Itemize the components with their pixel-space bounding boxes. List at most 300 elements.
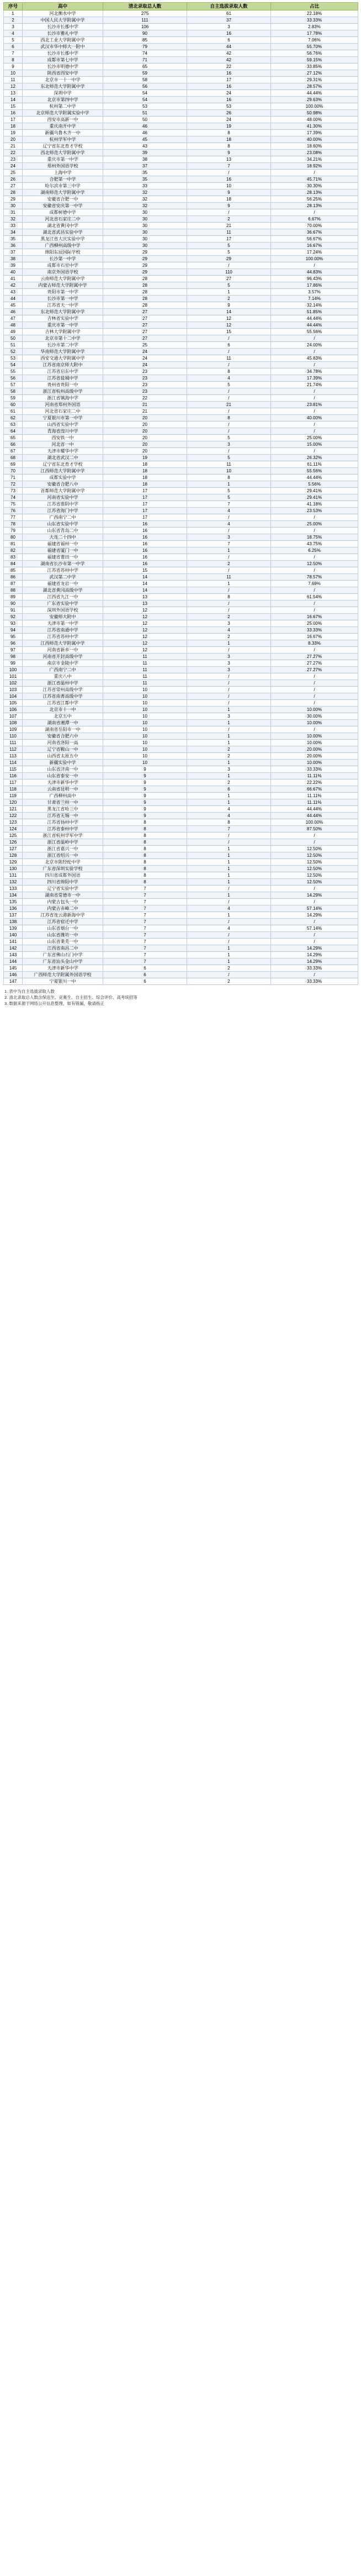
- cell-total: 8: [103, 839, 187, 846]
- table-row: [4, 786, 358, 793]
- cell-ratio: 14.29%: [271, 958, 358, 965]
- cell-ratio: /: [271, 262, 358, 269]
- cell-total: 50: [103, 117, 187, 123]
- cell-ratio: 18.92%: [271, 163, 358, 170]
- cell-ratio: 55.70%: [271, 44, 358, 50]
- cell-selected: 7: [187, 541, 271, 547]
- cell-ratio: 29.63%: [271, 97, 358, 103]
- cell-total: 20: [103, 435, 187, 441]
- cell-ratio: /: [271, 680, 358, 687]
- table-row: [4, 753, 358, 760]
- cell-total: 16: [103, 534, 187, 541]
- cell-index: 44: [4, 296, 23, 302]
- cell-index: 26: [4, 176, 23, 183]
- cell-index: 71: [4, 475, 23, 481]
- table-row: [4, 839, 358, 846]
- cell-ratio: 25.00%: [271, 435, 358, 441]
- cell-total: 20: [103, 422, 187, 428]
- cell-index: 111: [4, 740, 23, 746]
- cell-index: 77: [4, 514, 23, 521]
- table-row: [4, 302, 358, 309]
- table-row: [4, 965, 358, 972]
- cell-selected: 4: [187, 521, 271, 528]
- cell-school: 广西南宁二中: [23, 514, 103, 521]
- cell-school: 天津市第一中学: [23, 620, 103, 627]
- cell-total: 30: [103, 236, 187, 243]
- cell-ratio: /: [271, 349, 358, 355]
- cell-selected: 1: [187, 945, 271, 952]
- cell-index: 16: [4, 110, 23, 117]
- cell-school: 江苏省海门中学: [23, 508, 103, 514]
- cell-ratio: /: [271, 607, 358, 614]
- table-row: [4, 627, 358, 634]
- cell-school: 安徽省合肥八中: [23, 481, 103, 488]
- cell-school: 华南师范大学附属中学: [23, 349, 103, 355]
- cell-ratio: /: [271, 700, 358, 707]
- cell-total: 7: [103, 912, 187, 919]
- cell-total: 9: [103, 779, 187, 786]
- cell-selected: 1: [187, 879, 271, 886]
- table-row: [4, 223, 358, 229]
- table-row: [4, 103, 358, 110]
- cell-school: 湖北省黄冈高级中学: [23, 587, 103, 594]
- table-row: [4, 587, 358, 594]
- cell-ratio: 61.11%: [271, 461, 358, 468]
- cell-ratio: 25.00%: [271, 521, 358, 528]
- cell-school: 天津市耀华中学: [23, 448, 103, 455]
- cell-index: 64: [4, 428, 23, 435]
- table-row: [4, 329, 358, 335]
- table-row: [4, 243, 358, 249]
- cell-ratio: 12.50%: [271, 859, 358, 866]
- cell-total: 27: [103, 329, 187, 335]
- cell-selected: /: [187, 408, 271, 415]
- cell-ratio: 55.56%: [271, 468, 358, 475]
- cell-total: 35: [103, 176, 187, 183]
- cell-total: 45: [103, 136, 187, 143]
- cell-school: 吉林省实验中学: [23, 315, 103, 322]
- table-row: [4, 528, 358, 534]
- table-row: [4, 905, 358, 912]
- cell-selected: 4: [187, 508, 271, 514]
- cell-total: 12: [103, 627, 187, 634]
- cell-total: 23: [103, 368, 187, 375]
- cell-selected: 8: [187, 368, 271, 375]
- cell-school: 西北师范大学附属中学: [23, 150, 103, 156]
- cell-ratio: 34.21%: [271, 156, 358, 163]
- cell-selected: 16: [187, 97, 271, 103]
- cell-total: 16: [103, 554, 187, 561]
- cell-ratio: 44.44%: [271, 475, 358, 481]
- table-row: [4, 554, 358, 561]
- cell-index: 31: [4, 209, 23, 216]
- table-row: [4, 773, 358, 779]
- cell-ratio: 41.18%: [271, 501, 358, 508]
- cell-ratio: 10.00%: [271, 740, 358, 746]
- cell-total: 7: [103, 892, 187, 899]
- cell-total: 8: [103, 826, 187, 833]
- table-footnotes: [3, 988, 358, 1007]
- cell-index: 129: [4, 859, 23, 866]
- table-row: [4, 362, 358, 368]
- cell-school: 江苏省无锡一中: [23, 813, 103, 819]
- table-row: [4, 176, 358, 183]
- cell-selected: 4: [187, 905, 271, 912]
- cell-index: 29: [4, 196, 23, 203]
- cell-total: 20: [103, 441, 187, 448]
- cell-total: 32: [103, 189, 187, 196]
- cell-index: 45: [4, 302, 23, 309]
- table-row: [4, 799, 358, 806]
- cell-ratio: 10.00%: [271, 733, 358, 740]
- cell-school: 天津市新华中学: [23, 965, 103, 972]
- cell-selected: 16: [187, 30, 271, 37]
- table-row: [4, 236, 358, 243]
- cell-ratio: /: [271, 899, 358, 905]
- table-row: [4, 634, 358, 640]
- cell-total: 111: [103, 17, 187, 24]
- cell-total: 8: [103, 872, 187, 879]
- cell-selected: 10: [187, 183, 271, 189]
- cell-index: 88: [4, 587, 23, 594]
- cell-school: 河南省新乡一中: [23, 647, 103, 654]
- cell-ratio: 100.00%: [271, 103, 358, 110]
- cell-selected: 16: [187, 70, 271, 77]
- cell-selected: 1: [187, 866, 271, 872]
- cell-selected: /: [187, 395, 271, 402]
- cell-total: 9: [103, 786, 187, 793]
- cell-selected: 9: [187, 203, 271, 209]
- table-row: [4, 766, 358, 773]
- cell-selected: 3: [187, 660, 271, 667]
- cell-selected: 14: [187, 309, 271, 315]
- table-row: [4, 422, 358, 428]
- cell-selected: 3: [187, 24, 271, 30]
- cell-school: 辽宁省东北育才学校: [23, 461, 103, 468]
- cell-ratio: /: [271, 448, 358, 455]
- cell-total: 29: [103, 262, 187, 269]
- cell-selected: /: [187, 422, 271, 428]
- cell-total: 9: [103, 813, 187, 819]
- cell-ratio: /: [271, 839, 358, 846]
- cell-selected: /: [187, 514, 271, 521]
- cell-total: 27: [103, 322, 187, 329]
- table-row: [4, 826, 358, 833]
- table-row: [4, 170, 358, 176]
- cell-index: 54: [4, 362, 23, 368]
- cell-school: 西安市高新一中: [23, 117, 103, 123]
- cell-school: 安徽师大附中: [23, 614, 103, 620]
- cell-total: 59: [103, 70, 187, 77]
- cell-selected: /: [187, 335, 271, 342]
- cell-selected: 2: [187, 753, 271, 760]
- cell-ratio: 10.00%: [271, 720, 358, 726]
- cell-school: 东北师范大学附属中学: [23, 309, 103, 315]
- table-row: [4, 50, 358, 57]
- cell-selected: 9: [187, 189, 271, 196]
- cell-total: 15: [103, 567, 187, 574]
- cell-school: 大连二十四中: [23, 534, 103, 541]
- cell-index: 140: [4, 932, 23, 939]
- cell-ratio: 45.71%: [271, 176, 358, 183]
- cell-school: 浙江省杭州高级中学: [23, 388, 103, 395]
- cell-total: 17: [103, 494, 187, 501]
- cell-selected: 2: [187, 614, 271, 620]
- table-row: [4, 673, 358, 680]
- cell-school: 黑龙江省哈三中: [23, 806, 103, 813]
- cell-school: 广西师范大学附属外国语学校: [23, 972, 103, 978]
- cell-index: 73: [4, 488, 23, 494]
- cell-ratio: 100.00%: [271, 256, 358, 262]
- cell-ratio: /: [271, 919, 358, 925]
- cell-index: 125: [4, 833, 23, 839]
- cell-selected: 11: [187, 574, 271, 581]
- cell-ratio: 12.50%: [271, 846, 358, 852]
- cell-total: 12: [103, 647, 187, 654]
- table-row: [4, 276, 358, 282]
- cell-selected: 1: [187, 958, 271, 965]
- cell-index: 19: [4, 130, 23, 136]
- cell-index: 9: [4, 64, 23, 70]
- cell-total: 11: [103, 660, 187, 667]
- cell-index: 34: [4, 229, 23, 236]
- table-row: [4, 660, 358, 667]
- table-row: [4, 534, 358, 541]
- cell-total: 7: [103, 925, 187, 932]
- cell-ratio: 26.32%: [271, 455, 358, 461]
- cell-index: 141: [4, 939, 23, 945]
- cell-total: 10: [103, 713, 187, 720]
- cell-index: 95: [4, 634, 23, 640]
- cell-total: 12: [103, 607, 187, 614]
- cell-selected: 1: [187, 912, 271, 919]
- cell-index: 123: [4, 819, 23, 826]
- cell-selected: 1: [187, 799, 271, 806]
- table-row: [4, 713, 358, 720]
- cell-total: 28: [103, 289, 187, 296]
- cell-school: 西安铁一中: [23, 435, 103, 441]
- cell-school: 重庆南开中学: [23, 123, 103, 130]
- cell-index: 22: [4, 150, 23, 156]
- cell-school: 河北衡水中学: [23, 10, 103, 17]
- table-row: [4, 886, 358, 892]
- cell-total: 7: [103, 899, 187, 905]
- cell-ratio: 6.67%: [271, 216, 358, 223]
- cell-school: 辽宁省鞍山一中: [23, 746, 103, 753]
- cell-total: 29: [103, 249, 187, 256]
- cell-school: 湖北省黄冈中学: [23, 223, 103, 229]
- cell-ratio: 33.33%: [271, 17, 358, 24]
- cell-selected: 24: [187, 117, 271, 123]
- cell-index: 136: [4, 905, 23, 912]
- cell-index: 62: [4, 415, 23, 422]
- table-row: [4, 620, 358, 627]
- cell-selected: /: [187, 932, 271, 939]
- cell-school: 安徽省合肥六中: [23, 733, 103, 740]
- cell-school: 杭州学军中学: [23, 136, 103, 143]
- cell-total: 12: [103, 640, 187, 647]
- table-row: [4, 925, 358, 932]
- cell-total: 8: [103, 866, 187, 872]
- cell-index: 28: [4, 189, 23, 196]
- cell-selected: 1: [187, 581, 271, 587]
- cell-total: 7: [103, 939, 187, 945]
- cell-index: 46: [4, 309, 23, 315]
- cell-total: 51: [103, 110, 187, 117]
- cell-index: 74: [4, 494, 23, 501]
- cell-total: 53: [103, 103, 187, 110]
- cell-school: 绵阳东辰国际学校: [23, 249, 103, 256]
- cell-total: 7: [103, 958, 187, 965]
- cell-index: 99: [4, 660, 23, 667]
- cell-ratio: /: [271, 647, 358, 654]
- cell-ratio: 40.00%: [271, 136, 358, 143]
- cell-ratio: /: [271, 567, 358, 574]
- cell-school: 上海中学: [23, 170, 103, 176]
- cell-selected: /: [187, 680, 271, 687]
- cell-index: 102: [4, 680, 23, 687]
- cell-school: 浙江省镇海中学: [23, 395, 103, 402]
- cell-selected: 42: [187, 50, 271, 57]
- cell-total: 21: [103, 402, 187, 408]
- cell-selected: 3: [187, 534, 271, 541]
- cell-total: 24: [103, 362, 187, 368]
- cell-selected: /: [187, 388, 271, 395]
- cell-total: 106: [103, 24, 187, 30]
- cell-total: 38: [103, 156, 187, 163]
- cell-total: 27: [103, 315, 187, 322]
- cell-index: 14: [4, 97, 23, 103]
- cell-ratio: 23.81%: [271, 402, 358, 408]
- cell-school: 天津市新华中学: [23, 779, 103, 786]
- table-row: [4, 375, 358, 382]
- table-row: [4, 607, 358, 614]
- cell-index: 32: [4, 216, 23, 223]
- cell-total: 23: [103, 388, 187, 395]
- cell-total: 10: [103, 740, 187, 746]
- cell-index: 114: [4, 760, 23, 766]
- cell-selected: 8: [187, 130, 271, 136]
- table-row: [4, 163, 358, 170]
- cell-total: 27: [103, 309, 187, 315]
- cell-selected: /: [187, 567, 271, 574]
- cell-index: 69: [4, 461, 23, 468]
- table-row: [4, 919, 358, 925]
- cell-ratio: 57.14%: [271, 925, 358, 932]
- cell-ratio: 30.00%: [271, 713, 358, 720]
- cell-selected: 5: [187, 455, 271, 461]
- cell-ratio: 28.57%: [271, 83, 358, 90]
- cell-ratio: 14.29%: [271, 912, 358, 919]
- cell-selected: 7: [187, 826, 271, 833]
- cell-selected: 11: [187, 355, 271, 362]
- cell-ratio: 22.18%: [271, 10, 358, 17]
- cell-index: 63: [4, 422, 23, 428]
- table-row: [4, 269, 358, 276]
- cell-school: 合肥第一中学: [23, 176, 103, 183]
- cell-total: 20: [103, 428, 187, 435]
- cell-ratio: /: [271, 422, 358, 428]
- cell-selected: 4: [187, 806, 271, 813]
- cell-school: 湖南省湘潭一中: [23, 720, 103, 726]
- cell-school: 北京市十一中: [23, 707, 103, 713]
- cell-total: 11: [103, 673, 187, 680]
- cell-school: 湖南师范大学附属中学: [23, 189, 103, 196]
- cell-school: 山东省济南一中: [23, 766, 103, 773]
- cell-selected: 12: [187, 322, 271, 329]
- cell-total: 6: [103, 965, 187, 972]
- column-header-total: 清北录取总人数: [103, 3, 187, 10]
- cell-ratio: 14.29%: [271, 892, 358, 899]
- cell-school: 湖南省常德市一中: [23, 892, 103, 899]
- table-row: [4, 57, 358, 64]
- cell-total: 30: [103, 216, 187, 223]
- cell-school: 北京市第十二中学: [23, 335, 103, 342]
- cell-index: 65: [4, 435, 23, 441]
- cell-school: 湖北省武昌实验中学: [23, 229, 103, 236]
- cell-index: 5: [4, 37, 23, 44]
- cell-school: 重庆八中: [23, 673, 103, 680]
- table-row: [4, 481, 358, 488]
- cell-index: 134: [4, 892, 23, 899]
- cell-total: 10: [103, 720, 187, 726]
- cell-index: 94: [4, 627, 23, 634]
- cell-index: 25: [4, 170, 23, 176]
- table-row: [4, 110, 358, 117]
- cell-index: 66: [4, 441, 23, 448]
- table-row: [4, 680, 358, 687]
- cell-total: 17: [103, 488, 187, 494]
- table-row: [4, 70, 358, 77]
- cell-index: 53: [4, 355, 23, 362]
- cell-index: 97: [4, 647, 23, 654]
- cell-total: 32: [103, 203, 187, 209]
- cell-total: 24: [103, 349, 187, 355]
- cell-selected: 18: [187, 136, 271, 143]
- cell-selected: /: [187, 673, 271, 680]
- table-row: [4, 945, 358, 952]
- cell-ratio: 17.86%: [271, 282, 358, 289]
- table-row: [4, 733, 358, 740]
- cell-ratio: 33.85%: [271, 64, 358, 70]
- cell-ratio: /: [271, 687, 358, 693]
- cell-index: 135: [4, 899, 23, 905]
- cell-ratio: 59.15%: [271, 57, 358, 64]
- cell-ratio: 23.08%: [271, 150, 358, 156]
- cell-selected: /: [187, 693, 271, 700]
- cell-school: 内蒙古赤峰二中: [23, 905, 103, 912]
- cell-ratio: /: [271, 388, 358, 395]
- cell-ratio: /: [271, 693, 358, 700]
- cell-index: 61: [4, 408, 23, 415]
- cell-school: 中国人民大学附属中学: [23, 17, 103, 24]
- table-row: [4, 448, 358, 455]
- cell-school: 长沙市雅礼中学: [23, 30, 103, 37]
- cell-school: 江苏省常州高级中学: [23, 687, 103, 693]
- table-row: [4, 83, 358, 90]
- cell-index: 47: [4, 315, 23, 322]
- cell-selected: 5: [187, 494, 271, 501]
- cell-index: 126: [4, 839, 23, 846]
- cell-index: 130: [4, 866, 23, 872]
- cell-total: 74: [103, 50, 187, 57]
- cell-school: 河北省一中: [23, 441, 103, 448]
- cell-school: 福建省厦门一中: [23, 547, 103, 554]
- table-row: [4, 952, 358, 958]
- cell-index: 110: [4, 733, 23, 740]
- cell-school: 成都市第七中学: [23, 57, 103, 64]
- cell-school: 江苏省泰州中学: [23, 826, 103, 833]
